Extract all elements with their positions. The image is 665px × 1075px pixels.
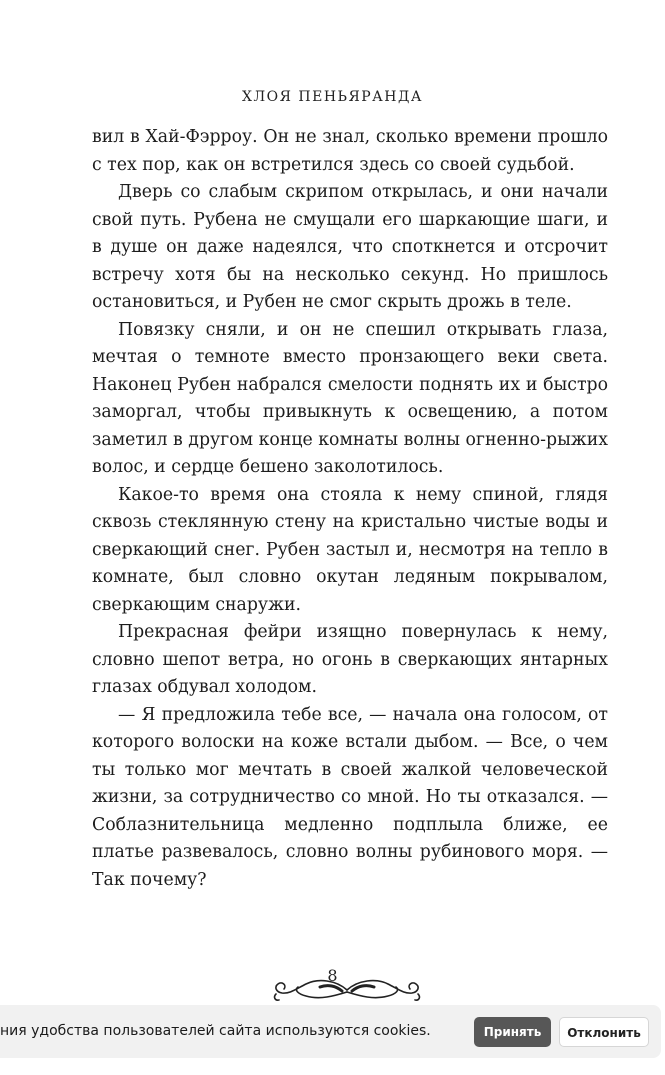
body-text xyxy=(92,124,608,894)
paragraph: вил в Хай-Фэрроу. Он не знал, сколько времени прошло с тех пор, как он встретился здесь со своей судьбой. xyxy=(92,127,608,175)
paragraph: Дверь со слабым скрипом открылась, и они начали свой путь. Рубена не смущали его шаркающие шаги, и в душе он даже надеялся, что споткнется и отсрочит встречу хотя бы на несколько секунд. Но пришлось остановиться, и Рубен не смог скрыть дрожь в теле. xyxy=(92,182,608,312)
running-header: ХЛОЯ ПЕНЬЯРАНДА xyxy=(242,89,423,105)
paragraph: Какое-то время она стояла к нему спиной, глядя сквозь стеклянную стену на кристально чистые воды и сверкающий снег. Рубен застыл и, несмотря на тепло в комнате, был словно окутан ледяным покрывалом, сверкающим снаружи. xyxy=(92,484,608,615)
paragraph: Повязку сняли, и он не спешил открывать глаза, мечтая о темноте вместо пронзающего веки света. Наконец Рубен набрался смелости поднять их и быстро заморгал, чтобы привыкнуть к освещению, а потом заметил в другом конце комнаты волны огненно-рыжих волос, и сердце бешено заколотилось. xyxy=(92,319,608,477)
paragraph: Прекрасная фейри изящно повернулась к нему, словно шепот ветра, но огонь в сверкающих янтарных глазах обдувал холодом. xyxy=(92,622,608,697)
cookie-message: ния удобства пользователей сайта используются cookies. xyxy=(0,1023,431,1039)
cookie-banner xyxy=(0,1005,661,1058)
accept-cookies-button[interactable]: Принять xyxy=(474,1017,551,1047)
page-number: 8 xyxy=(327,966,338,985)
decline-cookies-button[interactable]: Отклонить xyxy=(559,1017,649,1047)
paragraph: — Я предложила тебе все, — начала она голосом, от которого волоски на коже встали дыбом. — Все, о чем ты только мог мечтать в своей жалкой человеческой жизни, за сотрудничество со мной. Но ты отказался. — Соблазнительница медленно подплыла ближе, ее платье развевалось, словно волны рубинового моря. — Так почему? xyxy=(92,704,608,890)
